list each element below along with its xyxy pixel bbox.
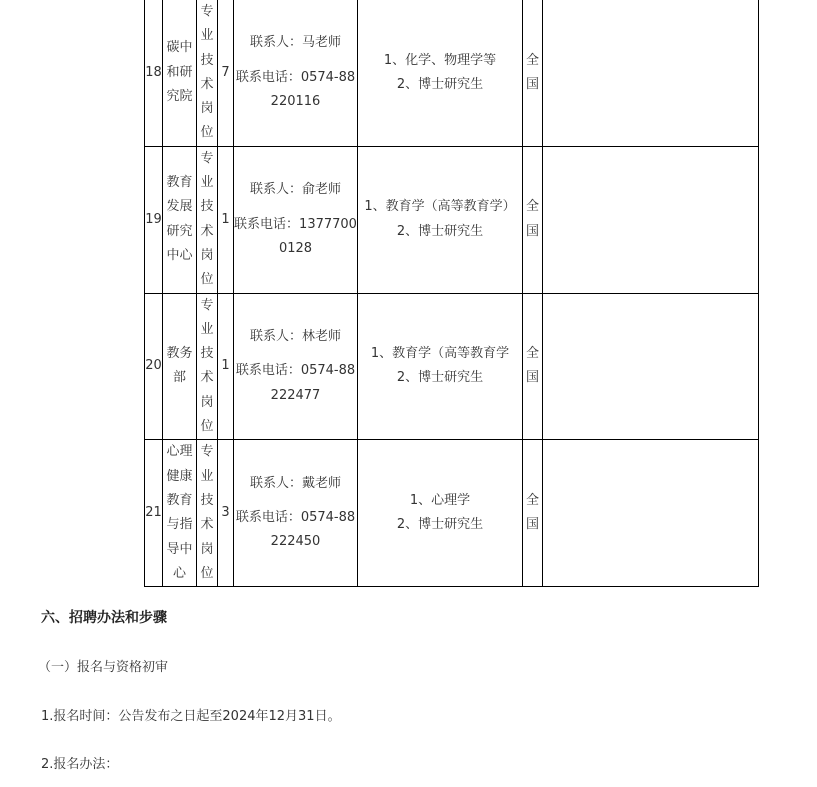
contact-cell [234, 293, 358, 440]
contact-phone: 联系电话：0574-88222477 [235, 363, 356, 403]
registration-time-text: 1.报名时间：公告发布之日起至2024年12月31日。 [41, 709, 341, 724]
major-requirement: 1、教育学（高等教育学 [370, 346, 510, 362]
requirements-cell [358, 293, 523, 440]
table-row [145, 0, 759, 146]
requirements-cell [358, 0, 523, 146]
table-row [145, 440, 759, 587]
row-number-cell: 19 [145, 146, 163, 293]
major-requirement: 1、化学、物理学等 [383, 52, 497, 68]
row-number-cell: 20 [145, 293, 163, 440]
registration-method-text: 2.报名办法： [41, 757, 119, 772]
department-cell: 心理健康教育与指导中心 [163, 440, 197, 587]
scope-cell: 全国 [523, 293, 543, 440]
note-cell [543, 0, 759, 146]
contact-cell [234, 0, 358, 146]
scope-cell: 全国 [523, 440, 543, 587]
scope-cell: 全国 [523, 146, 543, 293]
major-requirement: 1、教育学（高等教育学） [364, 199, 516, 215]
row-number-cell: 21 [145, 440, 163, 587]
degree-requirement: 2、博士研究生 [396, 76, 484, 92]
contact-phone: 联系电话：0574-88222450 [235, 510, 356, 550]
degree-requirement: 2、博士研究生 [396, 517, 484, 533]
contact-person: 联系人：戴老师 [249, 475, 341, 491]
subsection-heading: （一）报名与资格初审 [38, 660, 169, 675]
requirements-cell [358, 146, 523, 293]
requirements-cell [358, 440, 523, 587]
contact-cell [234, 440, 358, 587]
headcount-cell: 1 [218, 293, 234, 440]
major-requirement: 1、心理学 [409, 492, 471, 508]
contact-phone: 联系电话：0574-88220116 [235, 69, 356, 110]
headcount-cell: 3 [218, 440, 234, 587]
contact-phone: 联系电话：13777000128 [234, 216, 357, 256]
contact-person: 联系人：林老师 [249, 329, 341, 344]
post-type-cell: 专业技术岗位 [197, 293, 218, 440]
note-cell [543, 293, 759, 440]
department-cell: 教务部 [163, 293, 197, 440]
table-row [145, 146, 759, 293]
scope-cell: 全国 [523, 0, 543, 146]
note-cell [543, 440, 759, 587]
post-type-cell: 专业技术岗位 [197, 0, 218, 146]
department-cell: 教育发展研究中心 [163, 146, 197, 293]
headcount-cell: 1 [218, 146, 234, 293]
contact-person: 联系人：马老师 [249, 35, 341, 51]
contact-cell [234, 146, 358, 293]
post-type-cell: 专业技术岗位 [197, 440, 218, 587]
recruitment-table-body [145, 0, 759, 587]
section-heading: 六、招聘办法和步骤 [41, 610, 167, 626]
degree-requirement: 2、博士研究生 [396, 223, 484, 239]
degree-requirement: 2、博士研究生 [396, 370, 484, 386]
headcount-cell: 7 [218, 0, 234, 146]
note-cell [543, 146, 759, 293]
recruitment-table [144, 0, 759, 587]
row-number-cell: 18 [145, 0, 163, 146]
post-type-cell: 专业技术岗位 [197, 146, 218, 293]
contact-person: 联系人：俞老师 [249, 182, 341, 198]
table-row [145, 293, 759, 440]
department-cell: 碳中和研究院 [163, 0, 197, 146]
